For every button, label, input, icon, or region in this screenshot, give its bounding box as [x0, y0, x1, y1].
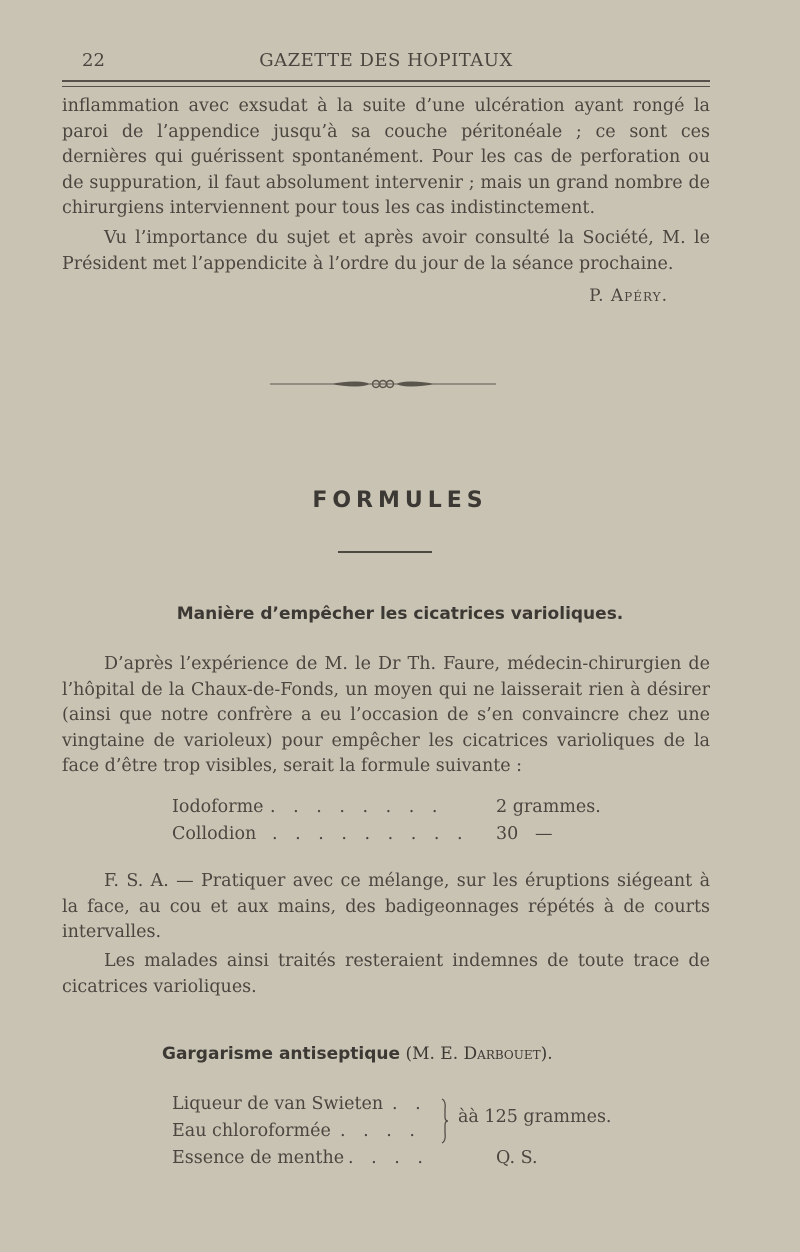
gargle-ingredient-3-qty: Q. S.: [496, 1148, 538, 1168]
brace-icon: [440, 1097, 448, 1145]
ingredient-2-name: Collodion: [172, 824, 257, 844]
ingredient-2-leader: . . . . . . . . .: [272, 824, 469, 844]
ingredient-1-name: Iodoforme: [172, 797, 264, 817]
gargle-ingredient-2-name: Eau chloroformée: [172, 1121, 331, 1141]
formula-2-title: Gargarisme antiseptique: [162, 1044, 401, 1064]
header-rule: [62, 80, 710, 87]
formula-1-result: Les malades ainsi traités resteraient indemnes de toute trace de cicatrices varioliques.: [62, 951, 710, 997]
ingredient-1-qty: 2 grammes.: [496, 797, 601, 817]
formula-2-heading: [162, 1044, 553, 1064]
article-paragraph-1: inflammation avec exsudat à la suite d’une ulcération ayant rongé la paroi de l’appendice jusqu’à sa couche péritonéale ; ce sont ces dernières qui guérissent spontanément. Pour les cas de perforation ou de suppuration, il faut absolument intervenir ; mais un grand nombre de chirurgiens interviennent pour tous les cas indistinctement.: [62, 96, 710, 219]
ingredient-1-leader: . . . . . . . .: [270, 797, 444, 817]
ingredient-2-qty: 30 —: [496, 824, 553, 844]
page-header: [62, 50, 710, 74]
formula-1-instructions: F. S. A. — Pratiquer avec ce mélange, sur les éruptions siégeant à la face, au cou et aux mains, des badigeonnages répétés à de courts intervalles.: [62, 871, 710, 943]
gargle-ingredient-1-name: Liqueur de van Swieten: [172, 1094, 384, 1114]
gargle-ingredient-3-name: Essence de menthe: [172, 1148, 345, 1168]
running-title: GAZETTE DES HOPITAUX: [259, 50, 513, 71]
formula-1-intro: D’après l’expérience de M. le Dr Th. Faure, médecin-chirurgien de l’hôpital de la Chaux-de-Fonds, un moyen qui ne laisserait rien à désirer (ainsi que notre confrère a eu l’occasion de s’en convaincre chez une vingtaine de varioleux) pour empêcher les cicatrices varioliques de la face d’être trop visibles, serait la formule suivante :: [62, 654, 710, 777]
gargle-ingredient-1-leader: . .: [392, 1094, 427, 1114]
formula-1-title: Manière d’empêcher les cicatrices varioliques.: [176, 604, 624, 624]
gargle-shared-qty: àà 125 grammes.: [458, 1107, 612, 1127]
gargle-ingredient-2-leader: . . . .: [340, 1121, 421, 1141]
article-signature: P. Apéry.: [589, 286, 668, 306]
page-number: 22: [82, 50, 105, 71]
section-title: FORMULES: [312, 488, 488, 513]
gargle-ingredient-3-leader: . . . .: [348, 1148, 429, 1168]
ornament-divider-icon: [270, 374, 496, 394]
article-paragraph-2: Vu l’importance du sujet et après avoir consulté la Société, M. le Président met l’appendicite à l’ordre du jour de la séance prochaine.: [62, 228, 710, 274]
section-rule: [338, 551, 432, 553]
formula-2-author: (M. E. Darbouet).: [405, 1044, 553, 1064]
